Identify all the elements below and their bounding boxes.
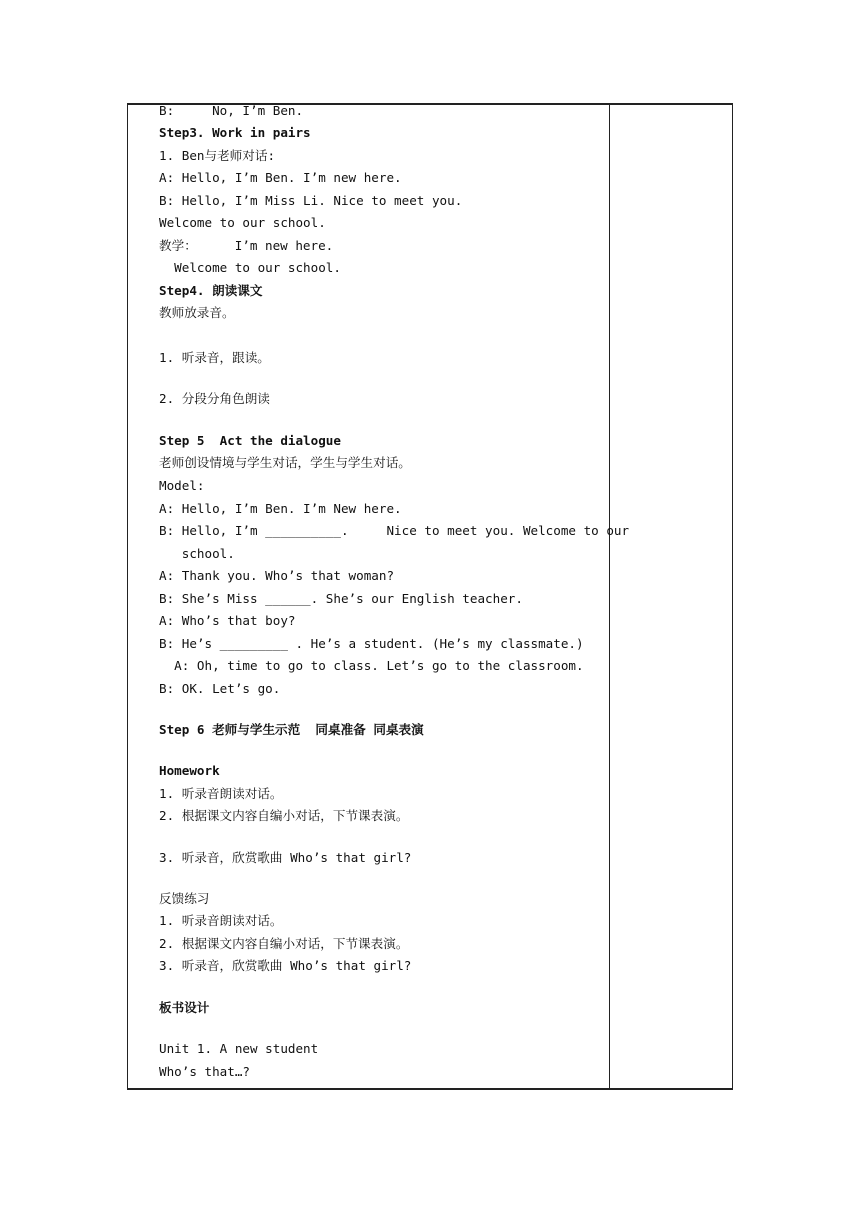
text-line: Welcome to our school. (159, 215, 326, 230)
text-line: 1. 听录音，跟读。 (159, 350, 270, 365)
text-line: Step4. 朗读课文 (159, 283, 263, 298)
text-line: B: Hello, I’m Miss Li. Nice to meet you. (159, 193, 463, 208)
text-line: A: Thank you. Who’s that woman? (159, 568, 395, 583)
text-line: 1. 听录音朗读对话。 (159, 913, 283, 928)
text-line: Homework (159, 763, 220, 778)
text-line: A: Hello, I’m Ben. I’m new here. (159, 170, 402, 185)
text-line: school. (159, 546, 235, 561)
table-column-divider (609, 103, 610, 1090)
text-line: 2. 分段分角色朗读 (159, 391, 270, 406)
text-line: B: Hello, I’m __________. Nice to meet you. Welcome to our (159, 523, 630, 538)
text-line: Step 5 Act the dialogue (159, 433, 341, 448)
text-line: B: OK. Let’s go. (159, 681, 281, 696)
text-line: 老师创设情境与学生对话，学生与学生对话。 (159, 455, 411, 470)
text-line: Step 6 老师与学生示范 同桌准备 同桌表演 (159, 722, 424, 737)
text-line: 1. Ben与老师对话: (159, 148, 276, 163)
text-line: Model: (159, 478, 205, 493)
text-line: B: He’s _________ . He’s a student. (He’s my classmate.) (159, 636, 584, 651)
text-line: 1. 听录音朗读对话。 (159, 786, 283, 801)
text-line: 反馈练习 (159, 891, 210, 906)
text-line: 3. 听录音，欣赏歌曲 Who’s that girl? (159, 958, 412, 973)
text-line: A: Who’s that boy? (159, 613, 296, 628)
text-line: A: Oh, time to go to class. Let’s go to the classroom. (159, 658, 584, 673)
text-line: 3. 听录音，欣赏歌曲 Who’s that girl? (159, 850, 412, 865)
text-line: Who’s that…? (159, 1064, 250, 1079)
text-line: Welcome to our school. (159, 260, 341, 275)
text-line: A: Hello, I’m Ben. I’m New here. (159, 501, 402, 516)
text-line: 2. 根据课文内容自编小对话，下节课表演。 (159, 936, 409, 951)
text-line: Step3. Work in pairs (159, 125, 311, 140)
text-line: B: No, I’m Ben. (159, 103, 304, 118)
text-line: 教师放录音。 (159, 305, 235, 320)
text-line: 教学： I’m new here. (159, 238, 334, 253)
text-line: 2. 根据课文内容自编小对话，下节课表演。 (159, 808, 409, 823)
text-line: B: She’s Miss ______. She’s our English teacher. (159, 591, 523, 606)
text-line: Unit 1. A new student (159, 1041, 319, 1056)
text-line: 板书设计 (159, 1000, 210, 1015)
